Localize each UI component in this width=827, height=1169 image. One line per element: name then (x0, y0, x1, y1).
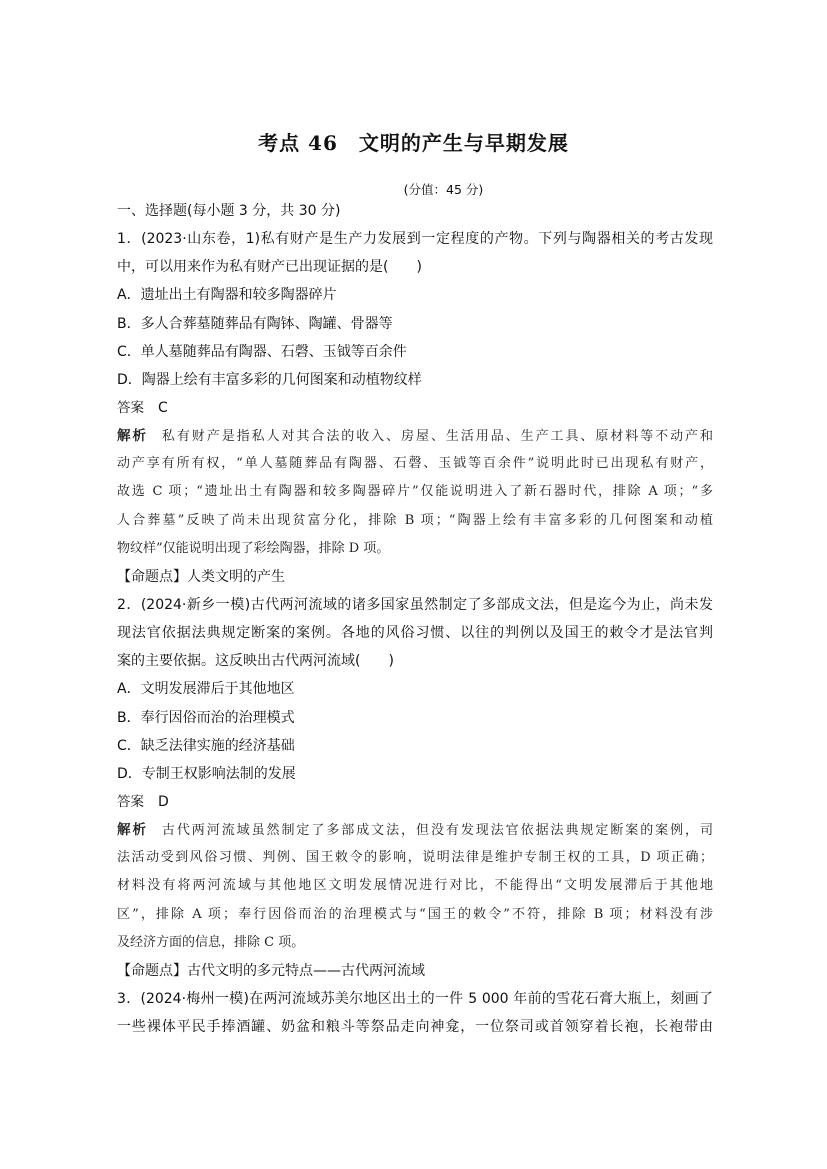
analysis-line: 人合葬墓”反映了尚未出现贫富分化，排除 B 项；“陶器上绘有丰富多彩的几何图案和动植 (117, 512, 713, 528)
question-stem: 现法官依据法典规定断案的案例。各地的风俗习惯、以往的判例以及国王的敕令才是法官判 (117, 625, 713, 642)
answer-line (117, 788, 713, 816)
topic-point: 【命题点】人类文明的产生 (117, 568, 285, 585)
document-body (117, 197, 713, 1041)
page-title: 考点 46 文明的产生与早期发展 (258, 131, 569, 155)
question-stem: 3．(2024·梅州一模)在两河流域苏美尔地区出土的一件 5 000 年前的雪花石膏大瓶上，刻画了 (117, 990, 713, 1007)
answer-line (117, 394, 713, 422)
answer-value: C (158, 399, 168, 416)
option-d: D．专制王权影响法制的发展 (117, 765, 296, 782)
answer-value: D (158, 793, 169, 810)
analysis-label: 解析 (117, 428, 148, 445)
answer-label: 答案 (117, 793, 144, 810)
option-a: A．文明发展滞后于其他地区 (117, 681, 295, 698)
question-stem: 1．(2023·山东卷，1)私有财产是生产力发展到一定程度的产物。下列与陶器相关的考古发现 (117, 231, 713, 248)
analysis-line: 动产享有所有权，“单人墓随葬品有陶器、石磬、玉钺等百余件”说明此时已出现私有财产， (117, 456, 713, 472)
question-stem: 一些裸体平民手捧酒罐、奶盆和粮斗等祭品走向神龛，一位祭司或首领穿着长袍，长袍带由 (117, 1019, 713, 1036)
analysis-line: 材料没有将两河流域与其他地区文明发展情况进行对比，不能得出“文明发展滞后于其他地 (117, 878, 713, 894)
topic-point: 【命题点】古代文明的多元特点——古代两河流域 (117, 962, 425, 979)
analysis-line (117, 816, 713, 844)
option-b: B．奉行因俗而治的治理模式 (117, 709, 295, 726)
score-note: (分值：45 分) (403, 182, 484, 197)
question-stem: 中，可以用来作为私有财产已出现证据的是( ) (117, 259, 422, 276)
analysis-line: 区”，排除 A 项；奉行因俗而治的治理模式与“国王的敕令”不符，排除 B 项；材料没有涉 (117, 906, 713, 922)
analysis-line: 法活动受到风俗习惯、判例、国王敕令的影响，说明法律是维护专制王权的工具，D 项正确； (117, 850, 713, 866)
option-a: A．遗址出土有陶器和较多陶器碎片 (117, 287, 337, 304)
analysis-line (117, 422, 713, 450)
question-stem: 案的主要依据。这反映出古代两河流域( ) (117, 653, 394, 670)
option-c: C．单人墓随葬品有陶器、石磬、玉钺等百余件 (117, 343, 407, 360)
analysis-line: 故选 C 项；“遗址出土有陶器和较多陶器碎片”仅能说明进入了新石器时代，排除 A 项；“多 (117, 484, 713, 500)
analysis-line: 及经济方面的信息，排除 C 项。 (117, 934, 305, 950)
question-stem: 2．(2024·新乡一模)古代两河流域的诸多国家虽然制定了多部成文法，但是迄今为止，尚未发 (117, 596, 713, 613)
option-c: C．缺乏法律实施的经济基础 (117, 737, 295, 754)
analysis-line: 物纹样”仅能说明出现了彩绘陶器，排除 D 项。 (117, 540, 390, 556)
analysis-text: 古代两河流域虽然制定了多部成文法，但没有发现法官依据法典规定断案的案例，司 (161, 823, 713, 839)
section-heading: 一、选择题(每小题 3 分，共 30 分) (117, 203, 341, 219)
analysis-text: 私有财产是指私人对其合法的收入、房屋、生活用品、生产工具、原材料等不动产和 (161, 429, 713, 445)
option-b: B．多人合葬墓随葬品有陶钵、陶罐、骨器等 (117, 315, 393, 332)
option-d: D．陶器上绘有丰富多彩的几何图案和动植物纹样 (117, 371, 422, 388)
answer-label: 答案 (117, 399, 144, 416)
analysis-label: 解析 (117, 822, 148, 839)
